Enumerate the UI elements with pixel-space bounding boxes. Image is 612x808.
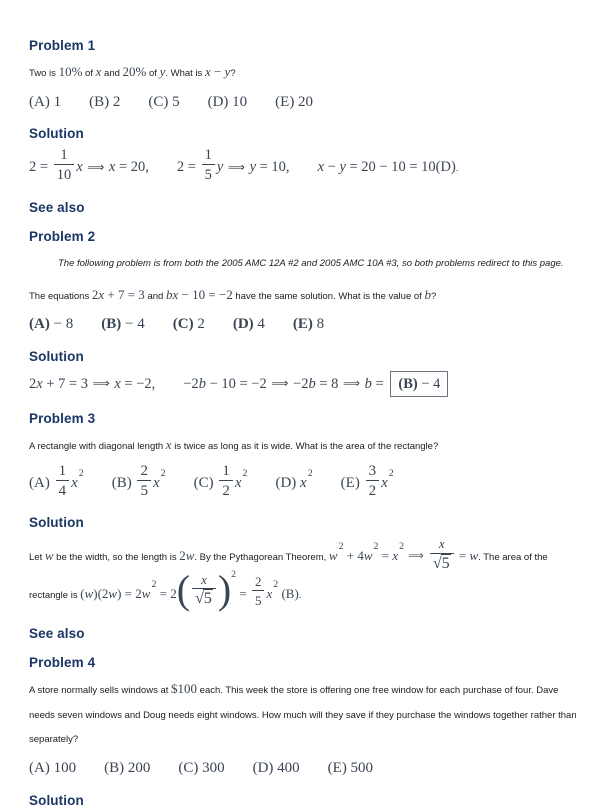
problem-3-choices: (A) $\frac{1}{4}$ $x^2(B)$ $\frac{2}{5}$ $x^2(C)$ $\frac{1}{2}$ $x^2(D)$ $x^2(E)$ $\frac{3}{2}$ $x^2$ (29, 463, 394, 499)
solution-1-math: 2 = $\frac{1}{10}$ x ⟹ x = 20, 2 = $\frac{1}{5}$ y ⟹ y = 10, x − y = 20 − 10 = 10(D). (29, 147, 459, 184)
heading-problem-3: Problem 3 (29, 411, 96, 427)
problem-1-choices: (A) 1 (B) 2 (C) 5 (D) 10 (E) 20 (29, 93, 314, 110)
heading-solution-2: Solution (29, 349, 84, 365)
heading-problem-4: Problem 4 (29, 654, 96, 670)
problem-1-statement: Two is 10% of x and 20% of y. What is x − y? (29, 64, 236, 79)
heading-solution-4: Solution (29, 792, 84, 808)
problem-4-statement: A store normally sells windows at $100 each. This week the store is offering one free window for each purchase of four. Dave needs seven windows and Doug needs eight windows. How much will they save if they purchase the windows together rather than separately? (29, 680, 577, 746)
problem-2-redirect-note: The following problem is from both the 2005 AMC 12A #2 and 2005 AMC 10A #3, so both problems redirect to this page. (58, 258, 564, 270)
heading-solution-1: Solution (29, 126, 84, 142)
solution-2-math: 2x + 7 = 3 ⟹ x = −2, −2b − 10 = −2 ⟹ −2b = 8 ⟹ b = (B) − 4 (29, 371, 583, 397)
problem-3-statement: A rectangle with diagonal length x is twice as long as it is wide. What is the area of the rectangle? (29, 437, 439, 453)
heading-see-also-2: See also (29, 625, 85, 641)
problem-4-choices: (A) 100 (B) 200 (C) 300 (D) 400 (E) 500 (29, 760, 374, 777)
problem-2-choices: (A) − 8 (B) − 4 (C) 2 (D) 4 (E) 8 (29, 316, 325, 333)
heading-problem-1: Problem 1 (29, 38, 96, 53)
heading-problem-2: Problem 2 (29, 229, 96, 245)
solution-3-text: Let w be the width, so the length is 2w. By the Pythagorean Theorem, $w^2 + 4w^2 = x^2$ ⟹ $\frac{x}{√5}$ = w. The area of the rectangle is $(w)(2w) = 2w^2 = 2$( $\frac{x}{√5}$ )$^2$ = $\frac{2}{5}$ $x^2$ (B). (29, 536, 548, 613)
heading-solution-3: Solution (29, 515, 84, 531)
heading-see-also-1: See also (29, 200, 85, 216)
problem-2-statement: The equations 2x + 7 = 3 and bx − 10 = −2 have the same solution. What is the value of b? (29, 286, 437, 302)
